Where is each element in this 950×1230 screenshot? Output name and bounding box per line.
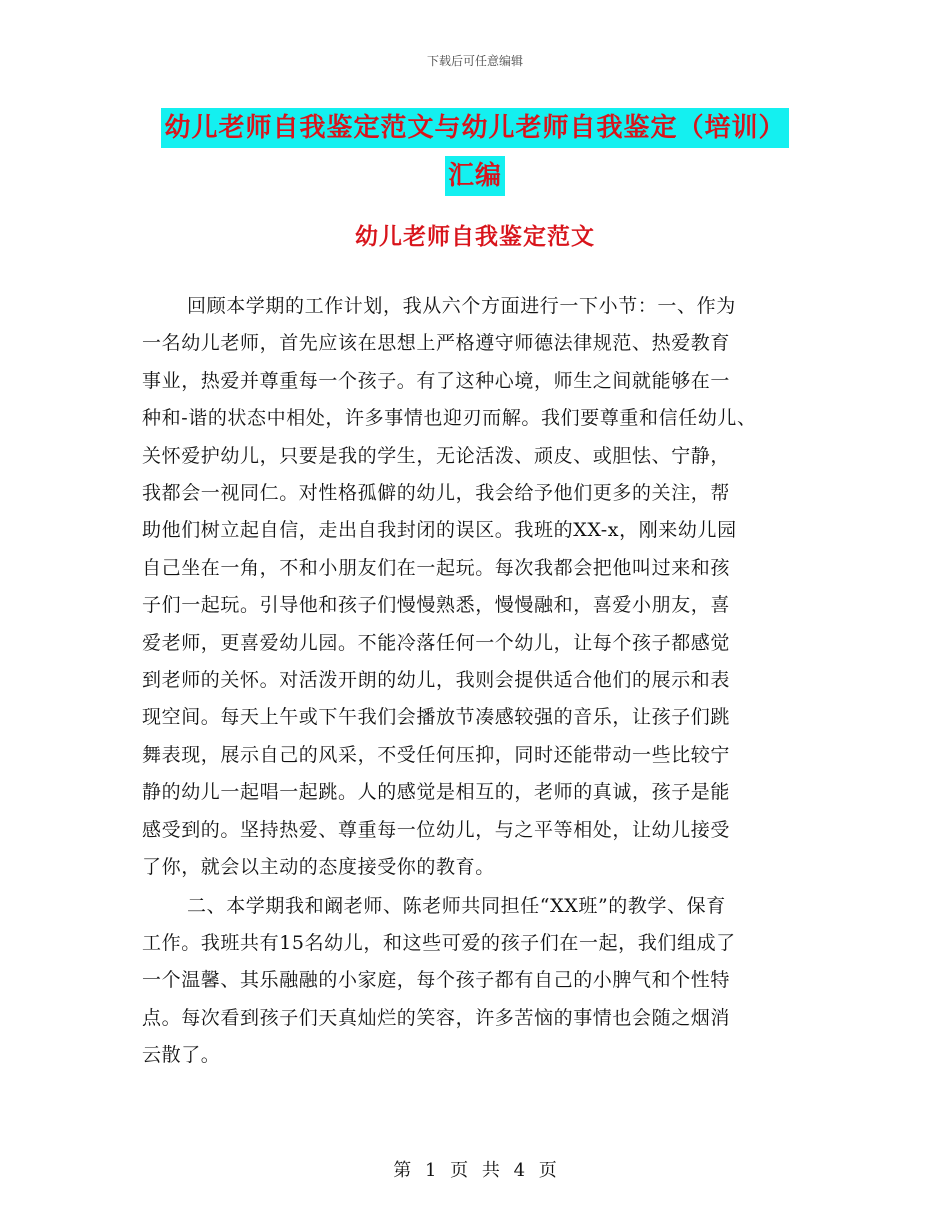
text-line: 关怀爱护幼儿，只要是我的学生，无论活泼、顽皮、或胆怯、宁静， (142, 444, 731, 467)
text-line: 了你，就会以主动的态度接受你的教育。 (142, 856, 495, 879)
text-line: 我都会一视同仁。对性格孤僻的幼儿，我会给予他们更多的关注，帮 (142, 482, 731, 505)
document-title (0, 108, 950, 196)
text-line: 感受到的。坚持热爱、尊重每一位幼儿，与之平等相处，让幼儿接受 (142, 818, 731, 841)
text-line: 助他们树立起自信，走出自我封闭的误区。我班的XX-x，刚来幼儿园 (142, 519, 737, 542)
section-heading: 幼儿老师自我鉴定范文 (355, 223, 595, 250)
text-line: 子们一起玩。引导他和孩子们慢慢熟悉，慢慢融和，喜爱小朋友，喜 (142, 594, 731, 617)
paragraph-1 (142, 288, 814, 887)
text-line: 爱老师，更喜爱幼儿园。不能冷落任何一个幼儿，让每个孩子都感觉 (142, 631, 731, 654)
text-line: 事业，热爱并尊重每一个孩子。有了这种心境，师生之间就能够在一 (142, 369, 731, 392)
title-line-1: 幼儿老师自我鉴定范文与幼儿老师自我鉴定（培训） (161, 108, 788, 148)
text-line: 种和-谐的状态中相处，许多事情也迎刃而解。我们要尊重和信任幼儿、 (142, 407, 757, 430)
page-footer: 第 1 页 共 4 页 (393, 1160, 557, 1181)
text-line: 静的幼儿一起唱一起跳。人的感觉是相互的，老师的真诚，孩子是能 (142, 781, 731, 804)
text-line: 到老师的关怀。对活泼开朗的幼儿，我则会提供适合他们的展示和表 (142, 669, 731, 692)
text-line: 一个温馨、其乐融融的小家庭，每个孩子都有自己的小脾气和个性特 (142, 969, 731, 992)
text-line: 舞表现，展示自己的风采，不受任何压抑，同时还能带动一些比较宁 (142, 743, 731, 766)
text-line: 云散了。 (142, 1044, 221, 1067)
text-line: 点。每次看到孩子们天真灿烂的笑容，许多苦恼的事情也会随之烟消 (142, 1006, 731, 1029)
text-line: 二、本学期我和阚老师、陈老师共同担任“XX班”的教学、保育 (187, 894, 726, 917)
text-line: 现空间。每天上午或下午我们会播放节凑感较强的音乐，让孩子们跳 (142, 706, 731, 729)
text-line: 自己坐在一角，不和小朋友们在一起玩。每次我都会把他叫过来和孩 (142, 556, 731, 579)
paragraph-2 (142, 888, 814, 1075)
text-line: 回顾本学期的工作计划，我从六个方面进行一下小节：一、作为 (187, 295, 736, 317)
text-line: 一名幼儿老师，首先应该在思想上严格遵守师德法律规范、热爱教育 (142, 332, 731, 355)
body-text (142, 288, 814, 1075)
title-line-2: 汇编 (445, 156, 505, 196)
header-note: 下载后可任意编辑 (426, 54, 523, 68)
text-line: 工作。我班共有15名幼儿，和这些可爱的孩子们在一起，我们组成了 (142, 931, 736, 954)
